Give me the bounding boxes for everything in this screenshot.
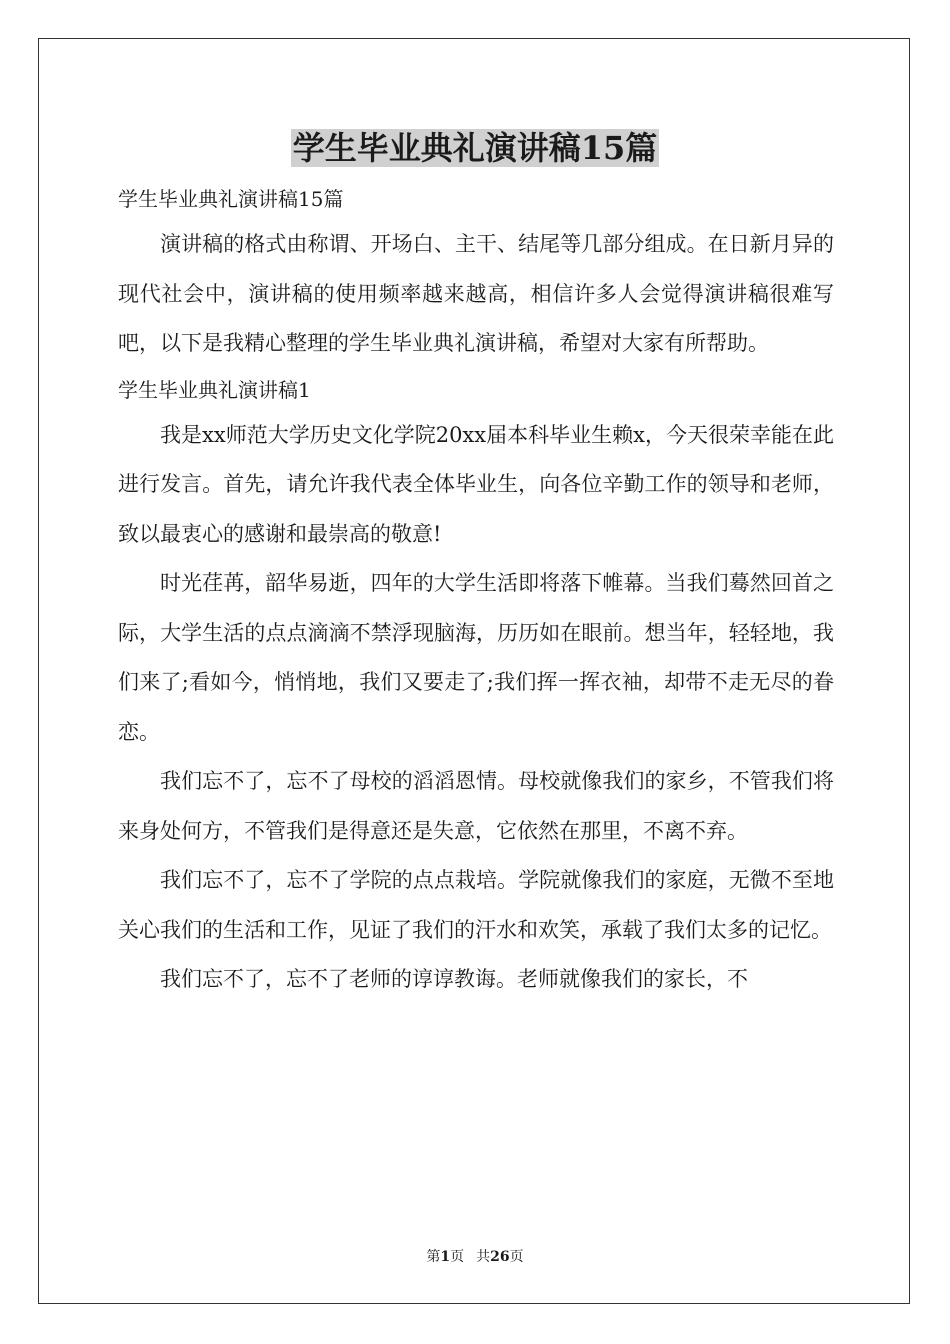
body-paragraph-2: 时光荏苒，韶华易逝，四年的大学生活即将落下帷幕。当我们蓦然回首之际，大学生活的点点滴滴不禁浮现脑海，历历如在眼前。想当年，轻轻地，我们来了;看如今，悄悄地，我们又要走了;我们挥一挥衣袖，却带不走无尽的眷恋。 (118, 571, 834, 744)
total-pages: 26 (490, 1249, 510, 1265)
document-body (118, 178, 834, 1005)
page-label-prefix: 第 (426, 1249, 441, 1265)
body-paragraph-1: 我是xx师范大学历史文化学院20xx届本科毕业生赖x，今天很荣幸能在此进行发言。首先，请允许我代表全体毕业生，向各位辛勤工作的领导和老师，致以最衷心的感谢和最崇高的敬意! (118, 422, 834, 546)
document-title-text: 学生毕业典礼演讲稿15篇 (292, 129, 658, 167)
body-paragraph-5: 我们忘不了，忘不了老师的谆谆教诲。老师就像我们的家长，不 (160, 967, 748, 991)
total-label-suffix: 页 (509, 1249, 524, 1265)
page-label-suffix: 页 (450, 1249, 465, 1265)
body-paragraph-3: 我们忘不了，忘不了母校的滔滔恩情。母校就像我们的家乡，不管我们将来身处何方，不管我们是得意还是失意，它依然在那里，不离不弃。 (118, 769, 834, 843)
document-subtitle: 学生毕业典礼演讲稿15篇 (118, 187, 344, 211)
intro-paragraph: 演讲稿的格式由称谓、开场白、主干、结尾等几部分组成。在日新月异的现代社会中，演讲稿的使用频率越来越高，相信许多人会觉得演讲稿很难写吧，以下是我精心整理的学生毕业典礼演讲稿，希望对大家有所帮助。 (118, 232, 834, 355)
page-number: 1 (440, 1249, 451, 1265)
section-heading: 学生毕业典礼演讲稿1 (118, 377, 311, 402)
body-paragraph-4: 我们忘不了，忘不了学院的点点栽培。学院就像我们的家庭，无微不至地关心我们的生活和工作，见证了我们的汗水和欢笑，承载了我们太多的记忆。 (118, 868, 834, 942)
page-footer (0, 1248, 950, 1266)
total-label-prefix: 共 (476, 1249, 491, 1265)
document-title (0, 126, 950, 170)
